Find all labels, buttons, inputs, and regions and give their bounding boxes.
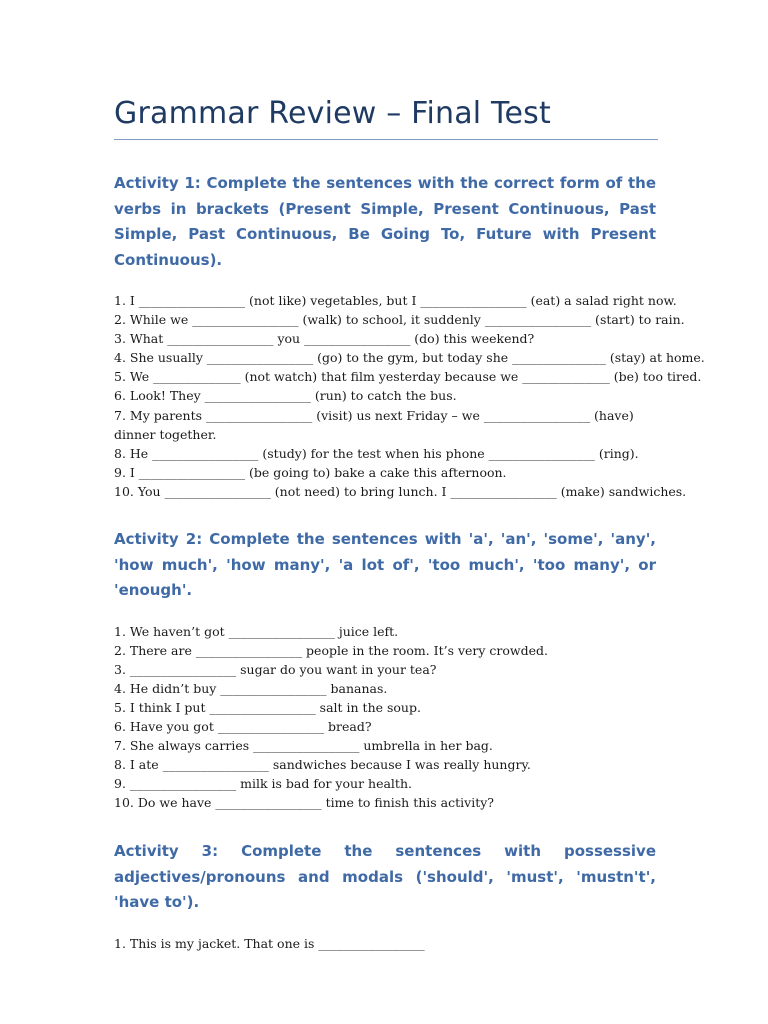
list-item: 1. This is my jacket. That one is _________________ bbox=[114, 935, 425, 951]
activity-heading: Activity 2: Complete the sentences with 'a', 'an', 'some', 'any', 'how much', 'how many', 'a lot of', 'too much', 'too many', or 'enough'. bbox=[114, 530, 656, 599]
list-item: 1. I _________________ (not like) vegetables, but I _________________ (eat) a salad right now. bbox=[114, 293, 677, 308]
list-item: 5. We ______________ (not watch) that film yesterday because we ______________ (be) too tired. bbox=[114, 369, 702, 385]
list-item: 2. There are _________________ people in the room. It’s very crowded. bbox=[114, 642, 549, 658]
activity-3 bbox=[114, 839, 656, 953]
list-item: 8. He _________________ (study) for the test when his phone _________________ (ring). bbox=[114, 445, 639, 461]
activity-heading: Activity 3: Complete the sentences with possessive adjectives/pronouns and modals ('should', 'must', 'mustn't', 'have to'). bbox=[114, 842, 656, 911]
activity-2 bbox=[114, 527, 656, 812]
list-item: 4. She usually _________________ (go) to the gym, but today she _______________ (stay) at home. bbox=[114, 350, 705, 366]
list-item: 3. _________________ sugar do you want in your tea? bbox=[114, 661, 437, 677]
page-title: Grammar Review – Final Test bbox=[114, 96, 551, 131]
list-item: 10. Do we have _________________ time to finish this activity? bbox=[114, 795, 494, 811]
list-item: 6. Look! They _________________ (run) to catch the bus. bbox=[114, 388, 457, 404]
list-item: 7. My parents _________________ (visit) us next Friday – we _________________ (have) dinner together. bbox=[114, 407, 634, 442]
title-divider bbox=[114, 139, 658, 140]
list-item: 6. Have you got _________________ bread? bbox=[114, 718, 372, 734]
list-item: 4. He didn’t buy _________________ bananas. bbox=[114, 680, 388, 696]
list-item: 5. I think I put _________________ salt in the soup. bbox=[114, 699, 421, 715]
activity-items bbox=[114, 291, 705, 501]
list-item: 2. While we _________________ (walk) to school, it suddenly _________________ (start) to rain. bbox=[114, 312, 685, 328]
list-item: 9. _________________ milk is bad for your health. bbox=[114, 776, 412, 792]
list-item: 7. She always carries _________________ umbrella in her bag. bbox=[114, 738, 493, 754]
list-item: 3. What _________________ you _________________ (do) this weekend? bbox=[114, 331, 535, 347]
list-item: 1. We haven’t got _________________ juice left. bbox=[114, 623, 399, 639]
list-item: 10. You _________________ (not need) to bring lunch. I _________________ (make) sandwiches. bbox=[114, 483, 687, 499]
activity-heading: Activity 1: Complete the sentences with the correct form of the verbs in brackets (Present Simple, Present Continuous, Past Simple, Past Continuous, Be Going To, Future with Present Continuous). bbox=[114, 174, 656, 269]
list-item: 8. I ate _________________ sandwiches because I was really hungry. bbox=[114, 757, 531, 773]
activity-1 bbox=[114, 171, 705, 501]
activity-items bbox=[114, 622, 656, 813]
list-item: 9. I _________________ (be going to) bake a cake this afternoon. bbox=[114, 464, 507, 480]
activity-items bbox=[114, 934, 656, 953]
